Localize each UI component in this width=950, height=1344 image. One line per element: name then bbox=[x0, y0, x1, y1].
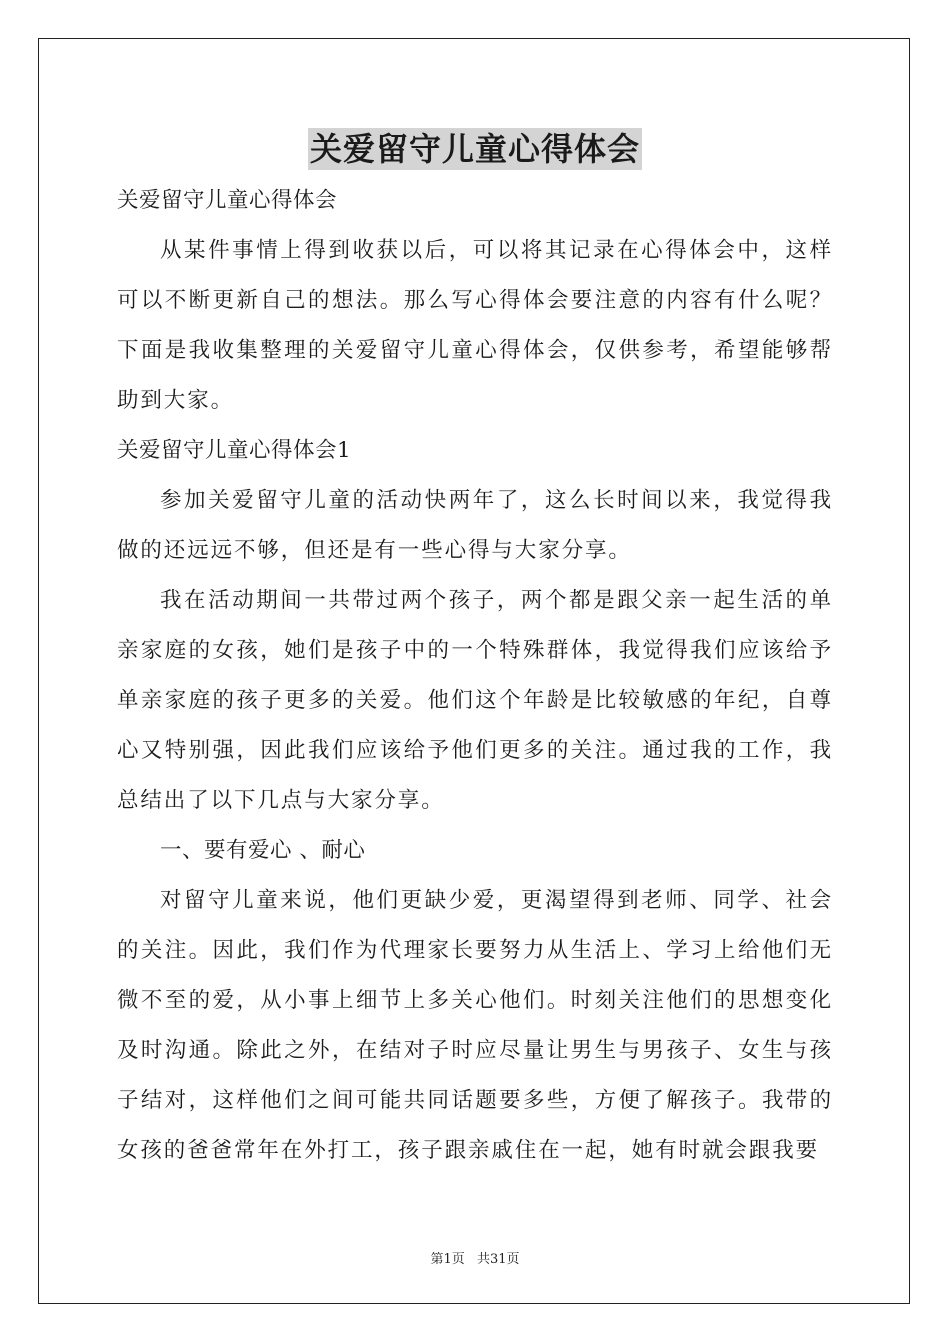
document-title: 关爱留守儿童心得体会 bbox=[309, 130, 640, 168]
page-footer bbox=[0, 1248, 950, 1267]
intro-paragraph: 从某件事情上得到收获以后，可以将其记录在心得体会中，这样可以不断更新自己的想法。那么写心得体会要注意的内容有什么呢？下面是我收集整理的关爱留守儿童心得体会，仅供参考，希望能够帮助到大家。 bbox=[117, 238, 833, 413]
body-paragraph: 对留守儿童来说，他们更缺少爱，更渴望得到老师、同学、社会的关注。因此，我们作为代理家长要努力从生活上、学习上给他们无微不至的爱，从小事上细节上多关心他们。时刻关注他们的思想变化及时沟通。除此之外，在结对子时应尽量让男生与男孩子、女生与孩子结对，这样他们之间可能共同话题要多些，方便了解孩子。我带的女孩的爸爸常年在外打工，孩子跟亲戚住在一起，她有时就会跟我要 bbox=[117, 888, 833, 1163]
body-paragraph: 我在活动期间一共带过两个孩子，两个都是跟父亲一起生活的单亲家庭的女孩，她们是孩子中的一个特殊群体，我觉得我们应该给予单亲家庭的孩子更多的关爱。他们这个年龄是比较敏感的年纪，自尊心又特别强，因此我们应该给予他们更多的关注。通过我的工作，我总结出了以下几点与大家分享。 bbox=[117, 588, 833, 813]
page-number: 第1页 bbox=[430, 1252, 465, 1267]
document-body bbox=[117, 176, 833, 1176]
total-pages: 共31页 bbox=[476, 1252, 520, 1267]
body-paragraph: 参加关爱留守儿童的活动快两年了，这么长时间以来，我觉得我做的还远远不够，但还是有一些心得与大家分享。 bbox=[117, 488, 833, 563]
title-container bbox=[0, 128, 950, 170]
point-heading: 一、要有爱心 、耐心 bbox=[160, 838, 366, 863]
subtitle-paragraph: 关爱留守儿童心得体会 bbox=[117, 188, 338, 213]
section-heading: 关爱留守儿童心得体会1 bbox=[117, 438, 352, 463]
